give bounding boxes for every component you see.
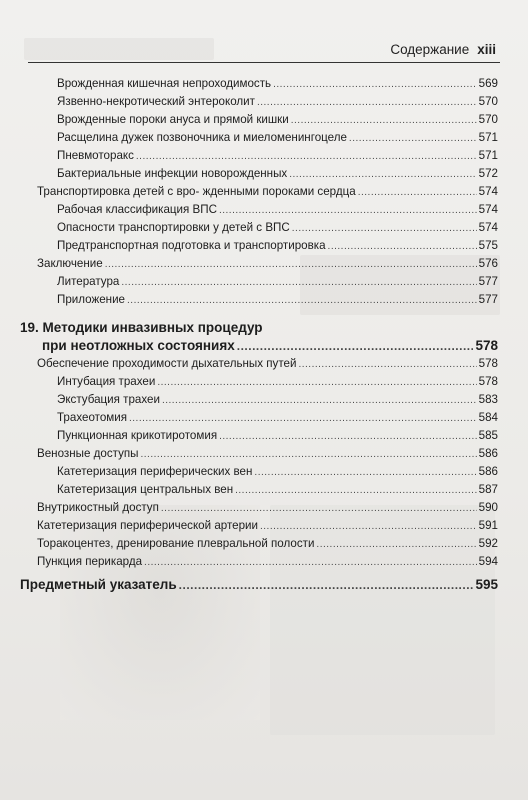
toc-leader xyxy=(260,520,477,534)
toc-leader xyxy=(237,338,474,354)
toc-entry-title: Катетеризация периферической артерии xyxy=(37,519,258,532)
toc-entry-page: 583 xyxy=(478,393,498,406)
toc-entry xyxy=(37,185,498,200)
toc-entry-title: Пункционная крикотиротомия xyxy=(57,429,218,442)
bleed-through-heading xyxy=(24,38,214,60)
toc-entry-page: 572 xyxy=(478,167,498,180)
toc-entry-page: 570 xyxy=(478,95,498,108)
toc-entry-page: 591 xyxy=(478,519,498,532)
toc-entry-title: Врожденные пороки ануса и прямой кишки xyxy=(57,113,289,126)
index-entry-page: 595 xyxy=(475,577,498,592)
toc-entry xyxy=(57,131,498,146)
toc-entry-title: Венозные доступы xyxy=(37,447,139,460)
toc-leader xyxy=(127,294,477,308)
toc-leader xyxy=(219,430,477,444)
toc-entry xyxy=(57,275,498,290)
toc-entry xyxy=(57,167,498,182)
toc-entry-page: 571 xyxy=(478,131,498,144)
toc-leader xyxy=(179,577,474,593)
toc-entry xyxy=(57,77,498,92)
toc-entry-title: Приложение xyxy=(57,293,126,306)
toc-entry-title: Пункция перикарда xyxy=(37,555,143,568)
toc-entry xyxy=(57,465,498,480)
toc-entry xyxy=(37,501,498,516)
toc-leader xyxy=(257,96,477,110)
toc-entry-page: 574 xyxy=(478,221,498,234)
toc-leader xyxy=(289,168,476,182)
toc-entry-page: 586 xyxy=(478,447,498,460)
toc-entry-page: 574 xyxy=(478,203,498,216)
toc-entry-title: Пневмоторакс xyxy=(57,149,134,162)
toc-entry-title: Внутрикостный доступ xyxy=(37,501,159,514)
toc-entry-page: 577 xyxy=(478,275,498,288)
toc-entry-title: Катетеризация периферических вен xyxy=(57,465,253,478)
toc-leader xyxy=(349,132,477,146)
toc-entry xyxy=(57,411,498,426)
toc-entry-title: Расщелина дужек позвоночника и миеломенингоцеле xyxy=(57,131,347,144)
chapter-title-line2: при неотложных состояниях xyxy=(42,338,235,353)
toc-entry-title: Катетеризация центральных вен xyxy=(57,483,234,496)
toc-leader xyxy=(298,358,476,372)
toc-entry-page: 586 xyxy=(478,465,498,478)
toc-entry xyxy=(37,447,498,462)
toc-leader xyxy=(316,538,476,552)
toc-entry-page: 570 xyxy=(478,113,498,126)
toc-entry xyxy=(57,95,498,110)
toc-entry-page: 577 xyxy=(478,293,498,306)
index-entry xyxy=(20,577,498,593)
toc-entry xyxy=(57,293,498,308)
toc-entry xyxy=(57,429,498,444)
toc-entry xyxy=(37,537,498,552)
toc-leader xyxy=(219,204,477,218)
toc-entry-title: Торакоцентез, дренирование плевральной полости xyxy=(37,537,315,550)
toc-entry-title: Заключение xyxy=(37,257,103,270)
chapter-entry xyxy=(42,338,498,354)
toc-leader xyxy=(273,78,477,92)
toc-entry xyxy=(37,357,498,372)
toc-entry xyxy=(37,519,498,534)
toc-leader xyxy=(121,276,476,290)
toc-entry-page: 578 xyxy=(478,375,498,388)
toc-leader xyxy=(136,150,477,164)
toc-leader xyxy=(254,466,476,480)
toc-entry xyxy=(57,483,498,498)
running-header xyxy=(390,42,496,57)
toc-leader xyxy=(291,114,477,128)
toc-entry-page: 590 xyxy=(478,501,498,514)
toc-leader xyxy=(157,376,476,390)
toc-entry xyxy=(37,555,498,570)
toc-entry-page: 574 xyxy=(478,185,498,198)
toc-entry-title: Транспортировка детей с вро- жденными пороками сердца xyxy=(37,185,356,198)
toc-leader xyxy=(129,412,477,426)
toc-entry xyxy=(57,239,498,254)
toc-leader xyxy=(161,502,477,516)
toc-entry-page: 571 xyxy=(478,149,498,162)
toc-entry-page: 592 xyxy=(478,537,498,550)
toc-entry-title: Предтранспортная подготовка и транспортировка xyxy=(57,239,326,252)
index-entry-title: Предметный указатель xyxy=(20,577,177,592)
toc-entry xyxy=(57,393,498,408)
toc-entry xyxy=(57,375,498,390)
toc-entry-title: Язвенно-некротический энтероколит xyxy=(57,95,255,108)
running-header-title: Содержание xyxy=(390,42,470,57)
toc-leader xyxy=(358,186,477,200)
toc-entry-title: Бактериальные инфекции новорожденных xyxy=(57,167,288,180)
header-rule xyxy=(28,62,500,63)
toc-leader xyxy=(140,448,476,462)
toc-entry-title: Экстубация трахеи xyxy=(57,393,160,406)
toc-entry-title: Рабочая классификация ВПС xyxy=(57,203,217,216)
running-header-page-number: xiii xyxy=(477,42,496,57)
toc-leader xyxy=(144,556,477,570)
toc-entry xyxy=(57,221,498,236)
toc-entry-title: Обеспечение проходимости дыхательных путей xyxy=(37,357,297,370)
toc-entry-page: 587 xyxy=(478,483,498,496)
toc-leader xyxy=(292,222,477,236)
toc-leader xyxy=(235,484,477,498)
toc-leader xyxy=(105,258,477,272)
toc-entry xyxy=(57,113,498,128)
toc-leader xyxy=(328,240,477,254)
toc-leader xyxy=(162,394,477,408)
toc-entry-title: Опасности транспортировки у детей с ВПС xyxy=(57,221,290,234)
chapter-page: 578 xyxy=(475,338,498,353)
chapter-title-line1: 19. Методики инвазивных процедур xyxy=(20,320,263,335)
toc-entry-title: Литература xyxy=(57,275,120,288)
toc-entry-page: 569 xyxy=(478,77,498,90)
toc-entry-title: Врожденная кишечная непроходимость xyxy=(57,77,272,90)
toc-entry-page: 584 xyxy=(478,411,498,424)
toc-entry-title: Интубация трахеи xyxy=(57,375,156,388)
toc-entry-title: Трахеотомия xyxy=(57,411,127,424)
toc-entry xyxy=(57,149,498,164)
toc-entry-page: 585 xyxy=(478,429,498,442)
toc-entry-page: 575 xyxy=(478,239,498,252)
toc-entry xyxy=(57,203,498,218)
toc-entry-page: 576 xyxy=(478,257,498,270)
toc-entry xyxy=(37,257,498,272)
toc-entry-page: 594 xyxy=(478,555,498,568)
toc-entry-page: 578 xyxy=(478,357,498,370)
